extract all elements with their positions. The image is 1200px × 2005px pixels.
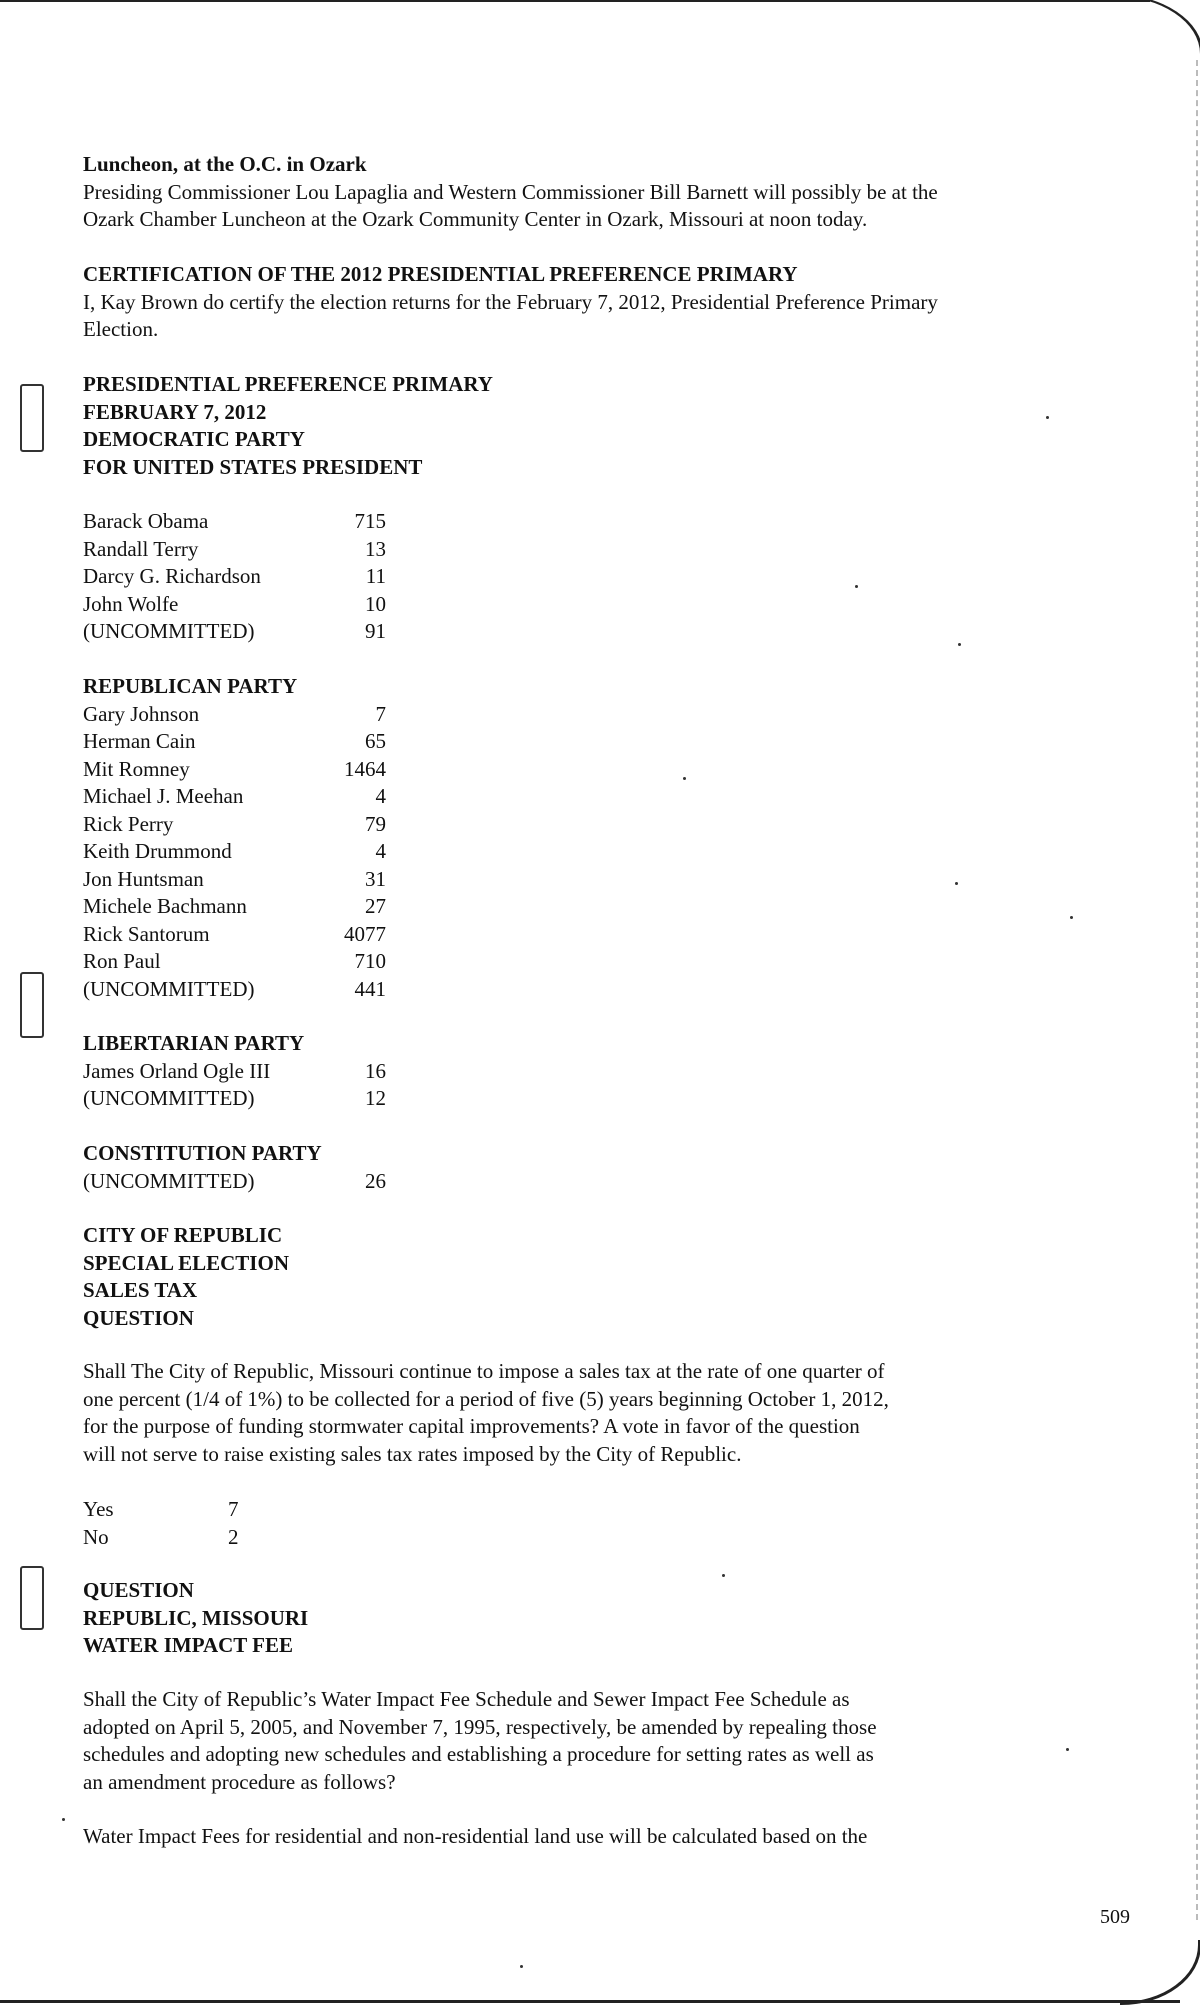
sales-tax-title-line: SALES TAX	[83, 1278, 198, 1302]
candidate-votes: 7	[375, 701, 386, 726]
luncheon-title: Luncheon, at the O.C. in Ozark	[83, 152, 367, 176]
constitution-results	[83, 1140, 386, 1195]
candidate-votes: 27	[365, 894, 386, 918]
paragraph-line: for the purpose of funding stormwater capital improvements? A vote in favor of the question	[83, 1414, 860, 1438]
candidate-name: (UNCOMMITTED)	[83, 619, 255, 643]
paragraph-line: Water Impact Fees for residential and non-residential land use will be calculated based on the	[83, 1824, 868, 1848]
candidate-name: (UNCOMMITTED)	[83, 976, 255, 1001]
result-row	[83, 811, 386, 839]
candidate-votes: 4077	[344, 921, 386, 946]
candidate-name: Rick Santorum	[83, 921, 210, 946]
candidate-votes: 710	[354, 949, 386, 973]
candidate-votes: 31	[365, 866, 386, 891]
scan-speck	[62, 1818, 65, 1821]
candidate-name: John Wolfe	[83, 591, 179, 616]
result-row	[83, 893, 386, 921]
candidate-votes: 65	[365, 729, 386, 753]
result-row	[83, 866, 386, 894]
result-row	[83, 618, 386, 646]
water-fee-title-line: QUESTION	[83, 1578, 194, 1602]
primary-header	[83, 371, 493, 481]
result-row	[83, 1168, 386, 1196]
republican-results	[83, 673, 386, 1003]
scan-speck	[683, 777, 686, 780]
binder-hole-mark-3	[20, 1566, 44, 1630]
candidate-name: Keith Drummond	[83, 839, 232, 863]
scan-speck	[1066, 1748, 1069, 1751]
paragraph-line: Shall the City of Republic’s Water Impact Fee Schedule and Sewer Impact Fee Schedule as	[83, 1687, 850, 1711]
certification-title: CERTIFICATION OF THE 2012 PRESIDENTIAL PREFERENCE PRIMARY	[83, 262, 798, 286]
candidate-name: Ron Paul	[83, 949, 161, 973]
page-number: 509	[1100, 1906, 1130, 1928]
result-label: Yes	[83, 1497, 114, 1521]
candidate-votes: 11	[365, 564, 386, 588]
sales-tax-header	[83, 1222, 289, 1332]
result-row	[83, 976, 386, 1004]
candidate-votes: 91	[365, 619, 386, 643]
candidate-votes: 79	[365, 811, 386, 836]
scan-speck	[1046, 416, 1049, 419]
result-row	[83, 536, 386, 564]
paragraph-line: an amendment procedure as follows?	[83, 1769, 396, 1794]
scan-edge-right	[1196, 60, 1198, 1920]
result-row	[83, 921, 386, 949]
result-row	[83, 1496, 239, 1524]
result-row	[83, 508, 386, 536]
paragraph-line: one percent (1/4 of 1%) to be collected for a period of five (5) years beginning October 1, 2012,	[83, 1386, 889, 1411]
result-row	[83, 948, 386, 976]
result-votes: 2	[228, 1524, 239, 1549]
primary-date: FEBRUARY 7, 2012	[83, 399, 267, 424]
candidate-name: (UNCOMMITTED)	[83, 1168, 255, 1193]
candidate-votes: 26	[365, 1168, 386, 1193]
candidate-votes: 715	[354, 509, 386, 533]
candidate-votes: 16	[365, 1058, 386, 1083]
result-row	[83, 756, 386, 784]
result-row	[83, 563, 386, 591]
paragraph-line: Shall The City of Republic, Missouri continue to impose a sales tax at the rate of one quarter of	[83, 1359, 885, 1383]
certification-section	[83, 261, 938, 344]
binder-hole-mark-1	[20, 384, 44, 452]
sales-tax-title-line: QUESTION	[83, 1305, 194, 1330]
scan-page-curl-bottom	[1120, 1940, 1200, 2005]
candidate-name: Michele Bachmann	[83, 894, 247, 918]
scan-speck	[520, 1965, 523, 1968]
candidate-name: Darcy G. Richardson	[83, 564, 261, 588]
water-fee-title-line: WATER IMPACT FEE	[83, 1633, 294, 1657]
candidate-votes: 13	[365, 536, 386, 561]
candidate-name: Herman Cain	[83, 729, 196, 753]
candidate-name: Jon Huntsman	[83, 866, 204, 891]
democratic-results	[83, 508, 386, 646]
result-row	[83, 1085, 386, 1113]
scan-edge-top	[0, 0, 1150, 5]
certification-text-line: Election.	[83, 317, 159, 341]
luncheon-text-line: Ozark Chamber Luncheon at the Ozark Community Center in Ozark, Missouri at noon today.	[83, 207, 868, 231]
luncheon-text-line: Presiding Commissioner Lou Lapaglia and Western Commissioner Bill Barnett will possibly be at the	[83, 179, 938, 204]
libertarian-results	[83, 1030, 386, 1113]
result-row	[83, 1058, 386, 1086]
paragraph-line: schedules and adopting new schedules and establishing a procedure for setting rates as well as	[83, 1742, 874, 1766]
water-fee-continued-text	[83, 1823, 1043, 1851]
candidate-name: (UNCOMMITTED)	[83, 1086, 255, 1110]
candidate-name: Rick Perry	[83, 811, 174, 836]
office-title: FOR UNITED STATES PRESIDENT	[83, 454, 423, 479]
paragraph-line: will not serve to raise existing sales tax rates imposed by the City of Republic.	[83, 1441, 742, 1466]
water-fee-title-line: REPUBLIC, MISSOURI	[83, 1605, 309, 1630]
scan-speck	[955, 882, 958, 885]
scan-speck	[958, 643, 961, 646]
candidate-votes: 4	[375, 784, 386, 808]
candidate-name: Michael J. Meehan	[83, 784, 244, 808]
candidate-name: Mit Romney	[83, 756, 190, 781]
candidate-name: Barack Obama	[83, 509, 209, 533]
candidate-votes: 441	[354, 976, 386, 1001]
result-row	[83, 783, 386, 811]
scan-speck	[1070, 916, 1073, 919]
result-row	[83, 728, 386, 756]
result-votes: 7	[228, 1497, 239, 1521]
democratic-party-title: DEMOCRATIC PARTY	[83, 427, 305, 451]
water-fee-question-text	[83, 1686, 1043, 1796]
constitution-party-title: CONSTITUTION PARTY	[83, 1141, 322, 1165]
libertarian-party-title: LIBERTARIAN PARTY	[83, 1031, 305, 1055]
binder-hole-mark-2	[20, 972, 44, 1038]
luncheon-section	[83, 151, 938, 234]
candidate-name: Gary Johnson	[83, 701, 200, 726]
scan-speck	[855, 585, 858, 588]
candidate-votes: 4	[375, 839, 386, 863]
republican-party-title: REPUBLICAN PARTY	[83, 674, 298, 698]
sales-tax-results	[83, 1496, 239, 1551]
sales-tax-title-line: CITY OF REPUBLIC	[83, 1223, 283, 1247]
result-row	[83, 838, 386, 866]
result-row	[83, 591, 386, 619]
sales-tax-title-line: SPECIAL ELECTION	[83, 1250, 289, 1275]
candidate-votes: 1464	[344, 756, 386, 781]
primary-title: PRESIDENTIAL PREFERENCE PRIMARY	[83, 372, 493, 396]
candidate-name: Randall Terry	[83, 536, 199, 561]
water-fee-header	[83, 1577, 308, 1660]
certification-text-line: I, Kay Brown do certify the election returns for the February 7, 2012, Presidential Preference Primary	[83, 289, 938, 314]
paragraph-line: adopted on April 5, 2005, and November 7, 1995, respectively, be amended by repealing those	[83, 1714, 877, 1739]
scan-edge-bottom	[0, 2000, 1180, 2003]
candidate-votes: 12	[365, 1086, 386, 1110]
result-row	[83, 1524, 239, 1552]
result-row	[83, 701, 386, 729]
candidate-votes: 10	[365, 591, 386, 616]
scan-speck	[722, 1574, 725, 1577]
result-label: No	[83, 1524, 109, 1549]
sales-tax-question-text	[83, 1358, 1043, 1468]
candidate-name: James Orland Ogle III	[83, 1058, 271, 1083]
scan-page-curl-top	[1060, 0, 1200, 66]
